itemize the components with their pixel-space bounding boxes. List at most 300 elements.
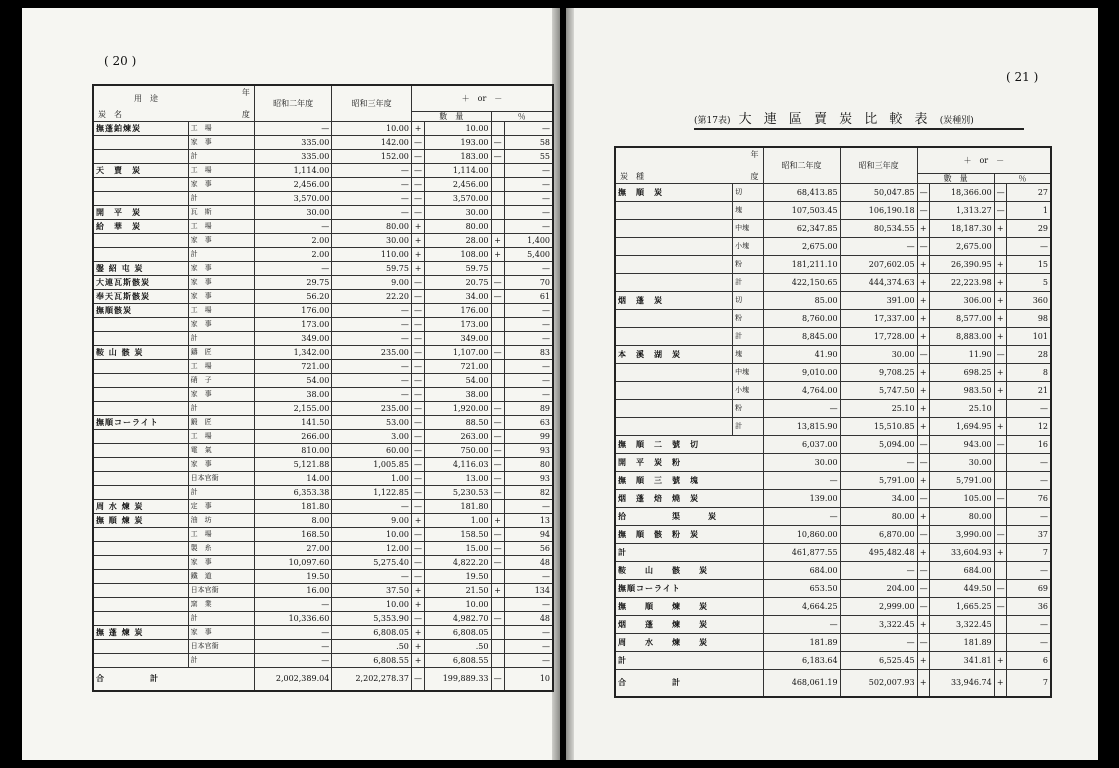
coal-name: [615, 363, 733, 381]
diff-sign: +: [411, 653, 424, 667]
pct-sign: +: [994, 363, 1006, 381]
diff-pct: —: [1006, 633, 1051, 651]
sub-label: 小塊: [733, 237, 763, 255]
value-s2: 1,342.00: [254, 345, 331, 359]
coal-name: 鞍 山 骸 炭: [93, 345, 188, 359]
coal-name: 鞍 山 骸 炭: [615, 561, 763, 579]
pct-sign: —: [491, 149, 504, 163]
table-title-main: 大 連 區 賣 炭 比 較 表: [738, 112, 932, 127]
diff-qty: 80.00: [425, 219, 491, 233]
pct-sign: [491, 597, 504, 611]
diff-pct: —: [504, 499, 553, 513]
value-s2: —: [763, 471, 840, 489]
value-s2: 10,097.60: [254, 555, 331, 569]
value-s3: 235.00: [332, 345, 412, 359]
coal-name: 撫 順 炭: [615, 183, 733, 201]
value-s3: 25.10: [840, 399, 917, 417]
pct-sign: [491, 373, 504, 387]
diff-sign: +: [411, 261, 424, 275]
pct-sign: +: [994, 309, 1006, 327]
value-s2: 2.00: [254, 233, 331, 247]
value-s2: 30.00: [763, 453, 840, 471]
diff-pct: —: [504, 317, 553, 331]
use-label: 工 場: [188, 527, 254, 541]
value-s2: 168.50: [254, 527, 331, 541]
coal-name: [93, 541, 188, 555]
value-s2: —: [254, 625, 331, 639]
coal-name: [615, 399, 733, 417]
coal-name: 開 平 炭 粉: [615, 453, 763, 471]
diff-pct: 70: [504, 275, 553, 289]
total-pct-sign: —: [491, 667, 504, 691]
diff-sign: +: [411, 247, 424, 261]
diff-sign: —: [411, 149, 424, 163]
diff-sign: —: [917, 435, 929, 453]
diff-qty: 13.00: [425, 471, 491, 485]
pct-sign: —: [491, 471, 504, 485]
value-s3: 106,190.18: [840, 201, 917, 219]
diff-sign: +: [411, 121, 424, 135]
value-s2: 85.00: [763, 291, 840, 309]
table-row: [615, 309, 1051, 327]
table-row: [615, 561, 1051, 579]
diff-sign: —: [411, 499, 424, 513]
diff-sign: —: [411, 471, 424, 485]
pct-sign: [994, 453, 1006, 471]
title-underline: [694, 128, 1024, 130]
sub-label: 切: [733, 291, 763, 309]
diff-pct: —: [504, 625, 553, 639]
diff-qty: 10.00: [425, 597, 491, 611]
diff-qty: 2,456.00: [425, 177, 491, 191]
value-s3: —: [840, 237, 917, 255]
table-row: [93, 149, 553, 163]
table-row: [93, 499, 553, 513]
total-s2: 468,061.19: [763, 669, 840, 697]
value-s3: 1,122.85: [332, 485, 412, 499]
value-s2: —: [254, 121, 331, 135]
diff-sign: —: [917, 597, 929, 615]
value-s3: 5,353.90: [332, 611, 412, 625]
diff-qty: 1,114.00: [425, 163, 491, 177]
coal-name: 給 華 炭: [93, 219, 188, 233]
total-s3: 2,202,278.37: [332, 667, 412, 691]
pct-sign: +: [994, 273, 1006, 291]
coal-name: [93, 653, 188, 667]
use-label: 家 事: [188, 457, 254, 471]
diff-pct: —: [504, 303, 553, 317]
value-s2: 181,211.10: [763, 255, 840, 273]
pct-sign: —: [994, 597, 1006, 615]
use-label: 鑄 匠: [188, 345, 254, 359]
diff-sign: —: [411, 443, 424, 457]
diff-qty: 1,694.95: [929, 417, 994, 435]
diff-pct: —: [504, 191, 553, 205]
table-row: [93, 569, 553, 583]
header-s3: 昭和三年度: [332, 85, 412, 121]
use-label: 計: [188, 485, 254, 499]
table-row: [93, 429, 553, 443]
diff-qty: 750.00: [425, 443, 491, 457]
value-s2: 2,456.00: [254, 177, 331, 191]
use-label: 家 事: [188, 261, 254, 275]
coal-name: 烟 蓬 焙 燒 炭: [615, 489, 763, 507]
value-s3: 391.00: [840, 291, 917, 309]
table-row: [615, 219, 1051, 237]
sub-label: 粉: [733, 399, 763, 417]
value-s2: 14.00: [254, 471, 331, 485]
value-s3: 204.00: [840, 579, 917, 597]
pct-sign: [994, 615, 1006, 633]
value-s3: 6,525.45: [840, 651, 917, 669]
header-s2: 昭和二年度: [254, 85, 331, 121]
value-s3: —: [332, 331, 412, 345]
diff-qty: 18,366.00: [929, 183, 994, 201]
table-row: [93, 163, 553, 177]
total-s3: 502,007.93: [840, 669, 917, 697]
value-s3: 3,322.45: [840, 615, 917, 633]
value-s2: 6,037.00: [763, 435, 840, 453]
value-s3: 60.00: [332, 443, 412, 457]
value-s3: —: [332, 317, 412, 331]
diff-pct: 5: [1006, 273, 1051, 291]
use-label: 家 事: [188, 555, 254, 569]
value-s3: 5,791.00: [840, 471, 917, 489]
coal-name: 大連瓦斯骸炭: [93, 275, 188, 289]
pct-sign: [994, 507, 1006, 525]
sub-label: 計: [733, 273, 763, 291]
header-minus: －: [996, 155, 1005, 165]
diff-sign: —: [411, 457, 424, 471]
use-label: 工 場: [188, 163, 254, 177]
header-year: 年: [241, 88, 250, 97]
value-s3: —: [332, 499, 412, 513]
value-s3: 9.00: [332, 275, 412, 289]
diff-sign: +: [411, 639, 424, 653]
diff-sign: +: [917, 219, 929, 237]
value-s2: 54.00: [254, 373, 331, 387]
table-row: [93, 597, 553, 611]
value-s2: 68,413.85: [763, 183, 840, 201]
diff-sign: —: [411, 289, 424, 303]
coal-name: [93, 583, 188, 597]
value-s3: 152.00: [332, 149, 412, 163]
pct-sign: +: [994, 327, 1006, 345]
value-s2: 176.00: [254, 303, 331, 317]
coal-name: [615, 255, 733, 273]
value-s3: 5,275.40: [332, 555, 412, 569]
table-row: [93, 625, 553, 639]
value-s3: —: [332, 303, 412, 317]
diff-pct: 69: [1006, 579, 1051, 597]
value-s3: 3.00: [332, 429, 412, 443]
pct-sign: +: [994, 291, 1006, 309]
diff-sign: —: [411, 317, 424, 331]
pct-sign: [491, 317, 504, 331]
table-row: [615, 507, 1051, 525]
diff-qty: 193.00: [425, 135, 491, 149]
coal-name: [93, 373, 188, 387]
pct-sign: —: [994, 489, 1006, 507]
table-title-prefix: (第17表): [694, 116, 731, 126]
use-label: 家 事: [188, 135, 254, 149]
diff-sign: +: [917, 471, 929, 489]
coal-name: [93, 569, 188, 583]
table-row: [93, 205, 553, 219]
pct-sign: +: [994, 255, 1006, 273]
total-pct-sign: +: [994, 669, 1006, 697]
use-label: 瓦 斯: [188, 205, 254, 219]
diff-sign: —: [411, 205, 424, 219]
pct-sign: [994, 633, 1006, 651]
table-row: [615, 291, 1051, 309]
table-row: [615, 489, 1051, 507]
diff-qty: 449.50: [929, 579, 994, 597]
header-du: 度: [750, 171, 759, 181]
diff-qty: 8,577.00: [929, 309, 994, 327]
coal-name: [93, 471, 188, 485]
diff-sign: —: [411, 331, 424, 345]
value-s3: 59.75: [332, 261, 412, 275]
pct-sign: [491, 219, 504, 233]
pct-sign: [994, 399, 1006, 417]
table-row: [93, 121, 553, 135]
diff-pct: 36: [1006, 597, 1051, 615]
diff-pct: 56: [504, 541, 553, 555]
diff-qty: 4,116.03: [425, 457, 491, 471]
value-s2: 266.00: [254, 429, 331, 443]
table-row: [93, 373, 553, 387]
diff-pct: 29: [1006, 219, 1051, 237]
page-number: ( 21 ): [1006, 70, 1039, 84]
pct-sign: [491, 303, 504, 317]
diff-pct: —: [1006, 507, 1051, 525]
pct-sign: [491, 569, 504, 583]
value-s2: 10,860.00: [763, 525, 840, 543]
pct-sign: —: [491, 289, 504, 303]
diff-qty: 1,107.00: [425, 345, 491, 359]
value-s3: 444,374.63: [840, 273, 917, 291]
coal-name: 奉天瓦斯骸炭: [93, 289, 188, 303]
value-s2: —: [254, 219, 331, 233]
diff-pct: 63: [504, 415, 553, 429]
total-row: [615, 669, 1051, 697]
use-label: 電 氣: [188, 443, 254, 457]
coal-name: [615, 417, 733, 435]
diff-qty: 8,883.00: [929, 327, 994, 345]
table-row: [93, 317, 553, 331]
value-s2: 653.50: [763, 579, 840, 597]
pct-sign: —: [994, 525, 1006, 543]
diff-sign: —: [411, 555, 424, 569]
value-s3: —: [332, 205, 412, 219]
value-s2: 141.50: [254, 415, 331, 429]
coal-name: 計: [615, 543, 763, 561]
total-qty: 199,889.33: [425, 667, 491, 691]
value-s3: 235.00: [332, 401, 412, 415]
value-s3: 17,728.00: [840, 327, 917, 345]
table-row: [93, 555, 553, 569]
use-label: 窯 業: [188, 597, 254, 611]
use-label: 日本官衙: [188, 583, 254, 597]
value-s2: 6,183.64: [763, 651, 840, 669]
use-label: 計: [188, 191, 254, 205]
coal-name: 周 水 煉 炭: [615, 633, 763, 651]
value-s2: 29.75: [254, 275, 331, 289]
diff-qty: 2,675.00: [929, 237, 994, 255]
value-s3: 6,808.05: [332, 625, 412, 639]
header-qty: 數 量: [917, 173, 994, 183]
table-row: [615, 471, 1051, 489]
pct-sign: —: [491, 275, 504, 289]
table-title: [694, 108, 974, 127]
value-s3: 6,870.00: [840, 525, 917, 543]
sub-label: 小塊: [733, 381, 763, 399]
value-s2: 422,150.65: [763, 273, 840, 291]
coal-name: 撫 順 二 號 切: [615, 435, 763, 453]
diff-qty: 1.00: [425, 513, 491, 527]
value-s3: 5,747.50: [840, 381, 917, 399]
pct-sign: +: [994, 651, 1006, 669]
pct-sign: —: [491, 135, 504, 149]
use-label: 計: [188, 611, 254, 625]
diff-qty: 22,223.98: [929, 273, 994, 291]
table-row: [93, 541, 553, 555]
pct-sign: +: [491, 233, 504, 247]
value-s2: 335.00: [254, 135, 331, 149]
diff-sign: —: [411, 415, 424, 429]
use-label: 工 場: [188, 219, 254, 233]
diff-pct: —: [1006, 237, 1051, 255]
left-page: [22, 8, 560, 760]
coal-name: [93, 485, 188, 499]
diff-qty: 11.90: [929, 345, 994, 363]
sub-label: 粉: [733, 309, 763, 327]
total-s2: 2,002,389.04: [254, 667, 331, 691]
pct-sign: [491, 177, 504, 191]
diff-sign: —: [917, 183, 929, 201]
table-row: [615, 615, 1051, 633]
left-usage-table: [92, 84, 554, 692]
coal-name: 撫順コーライト: [93, 415, 188, 429]
value-s3: 495,482.48: [840, 543, 917, 561]
diff-qty: 26,390.95: [929, 255, 994, 273]
value-s3: 1.00: [332, 471, 412, 485]
diff-sign: +: [917, 399, 929, 417]
diff-pct: —: [504, 597, 553, 611]
value-s3: 9,708.25: [840, 363, 917, 381]
diff-sign: —: [411, 611, 424, 625]
diff-pct: —: [504, 219, 553, 233]
pct-sign: [491, 191, 504, 205]
coal-name: 撫 順 三 號 塊: [615, 471, 763, 489]
diff-sign: +: [411, 597, 424, 611]
value-s2: —: [763, 399, 840, 417]
pct-sign: [491, 205, 504, 219]
coal-name: [93, 611, 188, 625]
coal-name: [93, 247, 188, 261]
coal-name: [93, 457, 188, 471]
coal-name: [93, 639, 188, 653]
value-s2: 5,121.88: [254, 457, 331, 471]
diff-pct: —: [504, 163, 553, 177]
header-pm: [411, 85, 553, 111]
diff-pct: 101: [1006, 327, 1051, 345]
diff-qty: 1,313.27: [929, 201, 994, 219]
table-row: [93, 387, 553, 401]
diff-sign: —: [411, 177, 424, 191]
table-row: [615, 255, 1051, 273]
total-pct: 10: [504, 667, 553, 691]
value-s3: 142.00: [332, 135, 412, 149]
diff-qty: 721.00: [425, 359, 491, 373]
table-row: [615, 237, 1051, 255]
table-row: [93, 513, 553, 527]
table-row: [93, 303, 553, 317]
value-s2: 6,353.38: [254, 485, 331, 499]
table-row: [93, 359, 553, 373]
pct-sign: [491, 625, 504, 639]
value-s2: 16.00: [254, 583, 331, 597]
table-row: [93, 289, 553, 303]
table-row: [615, 327, 1051, 345]
diff-sign: —: [411, 373, 424, 387]
value-s2: 38.00: [254, 387, 331, 401]
value-s3: 30.00: [840, 345, 917, 363]
use-label: 工 場: [188, 359, 254, 373]
value-s3: —: [332, 191, 412, 205]
right-page: [566, 8, 1098, 760]
pct-sign: —: [491, 527, 504, 541]
diff-qty: 21.50: [425, 583, 491, 597]
diff-pct: —: [1006, 561, 1051, 579]
diff-pct: 16: [1006, 435, 1051, 453]
diff-sign: —: [411, 527, 424, 541]
diff-sign: +: [917, 273, 929, 291]
diff-pct: 1,400: [504, 233, 553, 247]
diff-pct: 61: [504, 289, 553, 303]
coal-name: 撫蓬鉑煉炭: [93, 121, 188, 135]
diff-pct: 93: [504, 471, 553, 485]
value-s3: —: [332, 569, 412, 583]
diff-qty: 33,604.93: [929, 543, 994, 561]
header-minus: －: [494, 93, 503, 103]
coal-name: [93, 233, 188, 247]
diff-pct: 76: [1006, 489, 1051, 507]
pct-sign: [994, 237, 1006, 255]
total-row: [93, 667, 553, 691]
diff-pct: —: [504, 569, 553, 583]
pct-sign: [491, 639, 504, 653]
coal-name: [615, 309, 733, 327]
diff-pct: 93: [504, 443, 553, 457]
diff-pct: —: [1006, 453, 1051, 471]
table-row: [615, 597, 1051, 615]
diff-sign: —: [411, 345, 424, 359]
diff-sign: +: [411, 513, 424, 527]
value-s2: 2,675.00: [763, 237, 840, 255]
sub-label: 中塊: [733, 219, 763, 237]
diff-sign: +: [917, 309, 929, 327]
header-s2: 昭和二年度: [763, 147, 840, 183]
diff-qty: 20.75: [425, 275, 491, 289]
use-label: 計: [188, 247, 254, 261]
diff-qty: 349.00: [425, 331, 491, 345]
diff-pct: 80: [504, 457, 553, 471]
coal-name: [93, 359, 188, 373]
coal-name: 周 水 煉 炭: [93, 499, 188, 513]
table-title-suffix: (炭種別): [939, 116, 974, 126]
